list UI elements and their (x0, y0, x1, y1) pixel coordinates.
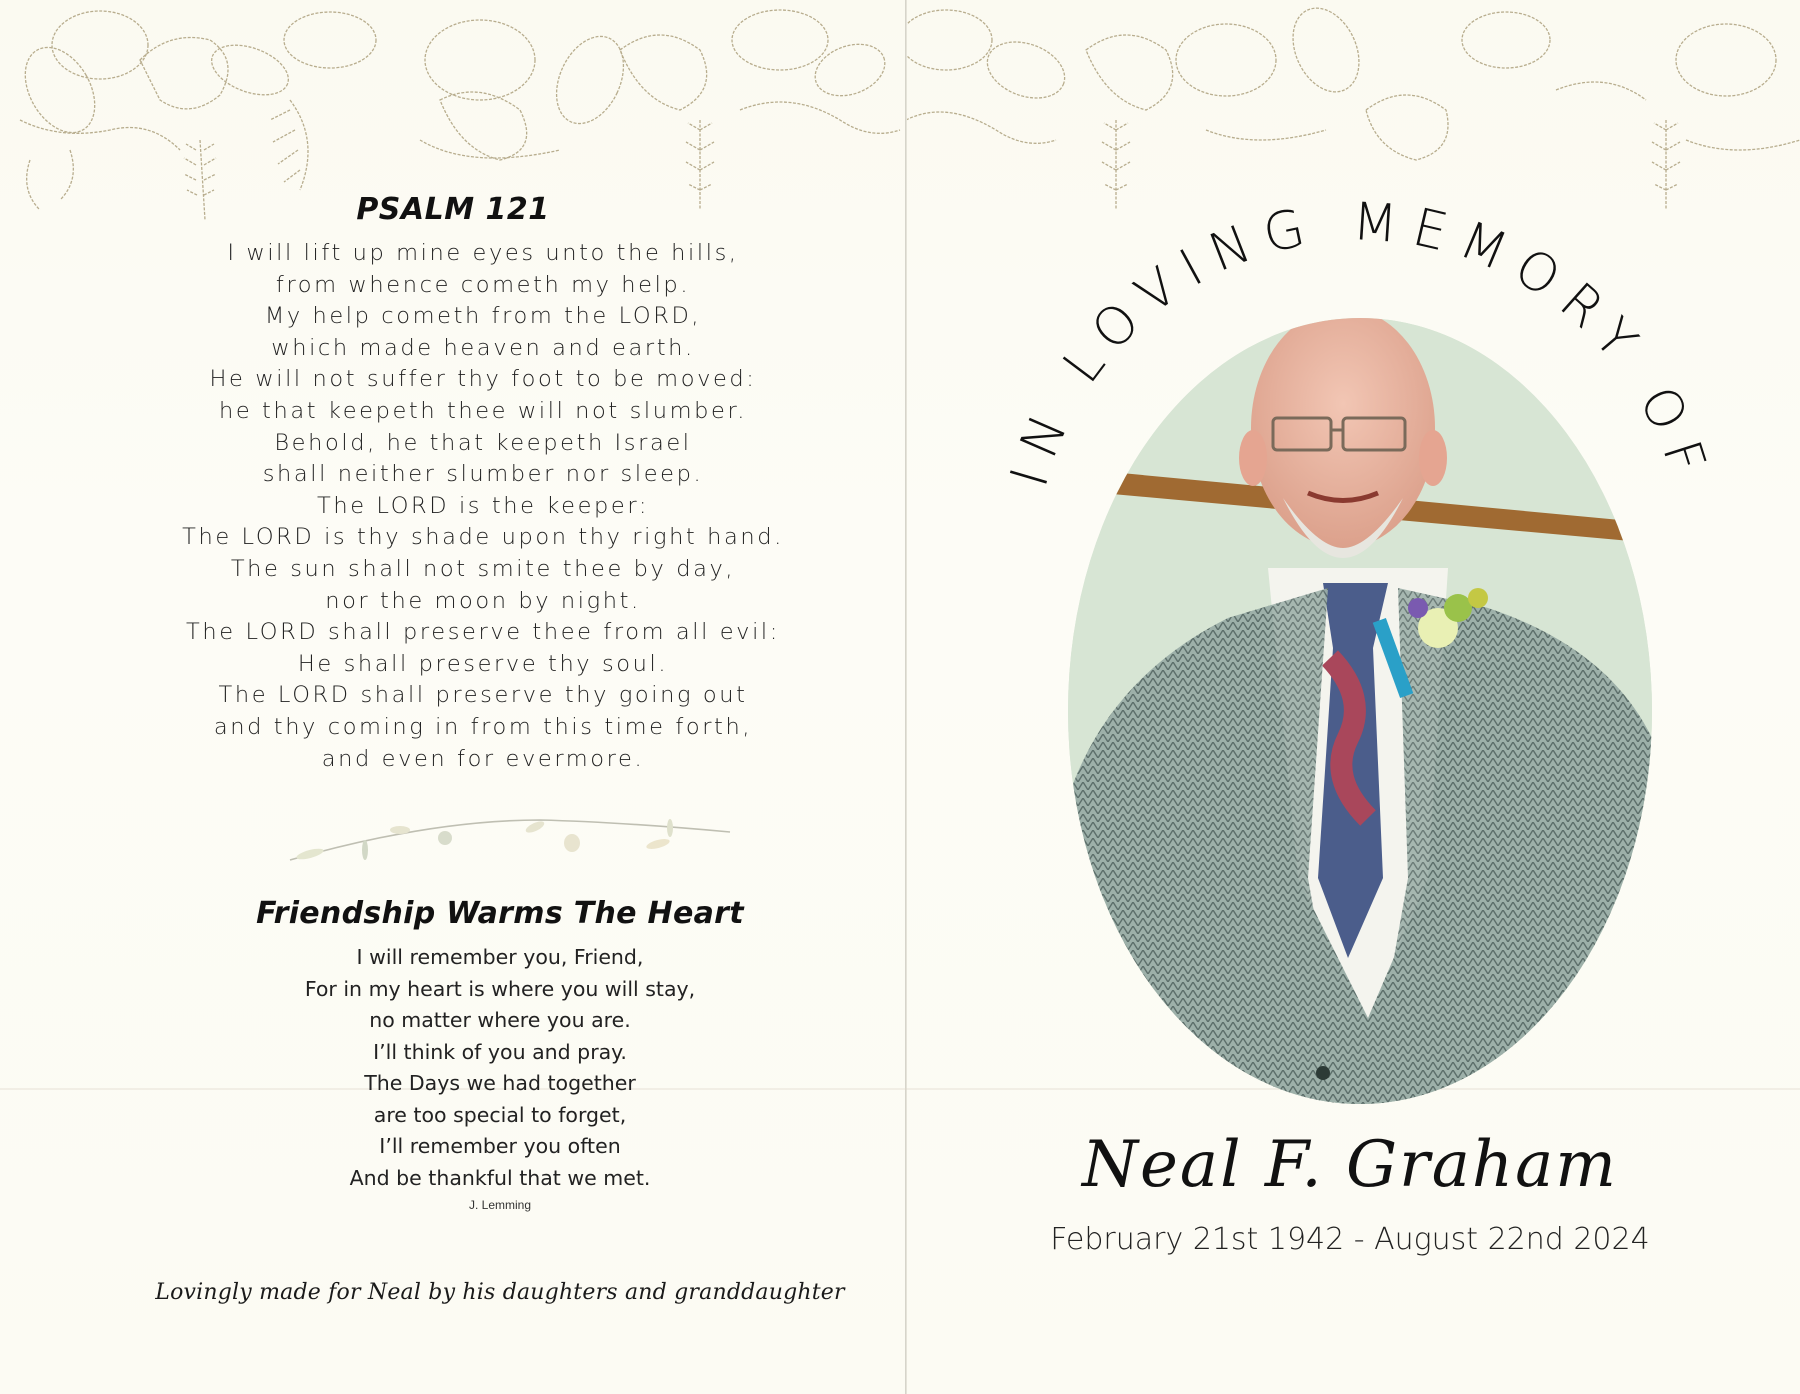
poem-line: I’ll think of you and pray. (373, 1039, 627, 1064)
poem-line: For in my heart is where you will stay, (304, 976, 696, 1001)
psalm-line: and thy coming in from this time forth, (213, 713, 753, 740)
psalm-line: My help cometh from the LORD, (264, 303, 702, 330)
psalm-line: The LORD shall preserve thee from all evil: (186, 619, 780, 646)
psalm-line: shall neither slumber nor sleep. (262, 461, 704, 488)
poem-line: I’ll remember you often (379, 1134, 621, 1158)
psalm-line: and even for evermore. (321, 745, 645, 772)
vine-ornament-icon (280, 800, 740, 870)
poem-line: I will remember you, Friend, (356, 945, 644, 969)
psalm-line: The sun shall not smite thee by day, (230, 555, 736, 582)
psalm-line: He shall preserve thy soul. (297, 650, 669, 677)
psalm-line: I will lift up mine eyes unto the hills, (227, 240, 739, 266)
poem-line: no matter where you are. (369, 1008, 631, 1032)
dedication-note: Lovingly made for Neal by his daughters and granddaughter (155, 1280, 845, 1305)
poem-text (0, 942, 1000, 1194)
psalm-text (0, 238, 966, 775)
poem-line: are too special to forget, (373, 1102, 627, 1127)
psalm-line: Behold, he that keepeth Israel (274, 429, 692, 456)
psalm-line: from whence cometh my help. (275, 271, 691, 298)
psalm-line: He will not suffer thy foot to be moved: (209, 366, 757, 393)
poem-author: J. Lemming (468, 1198, 532, 1212)
psalm-line: The LORD shall preserve thy going out (218, 682, 748, 709)
deceased-name: Neal F. Graham (1082, 1128, 1618, 1202)
life-dates: February 21st 1942 - August 22nd 2024 (1050, 1222, 1650, 1257)
psalm-line: nor the moon by night. (325, 587, 641, 614)
poem-line: The Days we had together (364, 1071, 636, 1095)
arc-heading-text: IN LOVING MEMORY OF (999, 191, 1721, 494)
portrait-photo (1068, 318, 1652, 1104)
psalm-line: which made heaven and earth. (271, 334, 695, 361)
poem-line: And be thankful that we met. (349, 1165, 651, 1190)
psalm-title: PSALM 121 (356, 192, 550, 227)
psalm-line: The LORD is the keeper: (316, 492, 650, 519)
psalm-line: The LORD is thy shade upon thy right hand. (182, 524, 784, 551)
poem-title: Friendship Warms The Heart (256, 896, 744, 931)
psalm-line: he that keepeth thee will not slumber. (218, 397, 747, 424)
